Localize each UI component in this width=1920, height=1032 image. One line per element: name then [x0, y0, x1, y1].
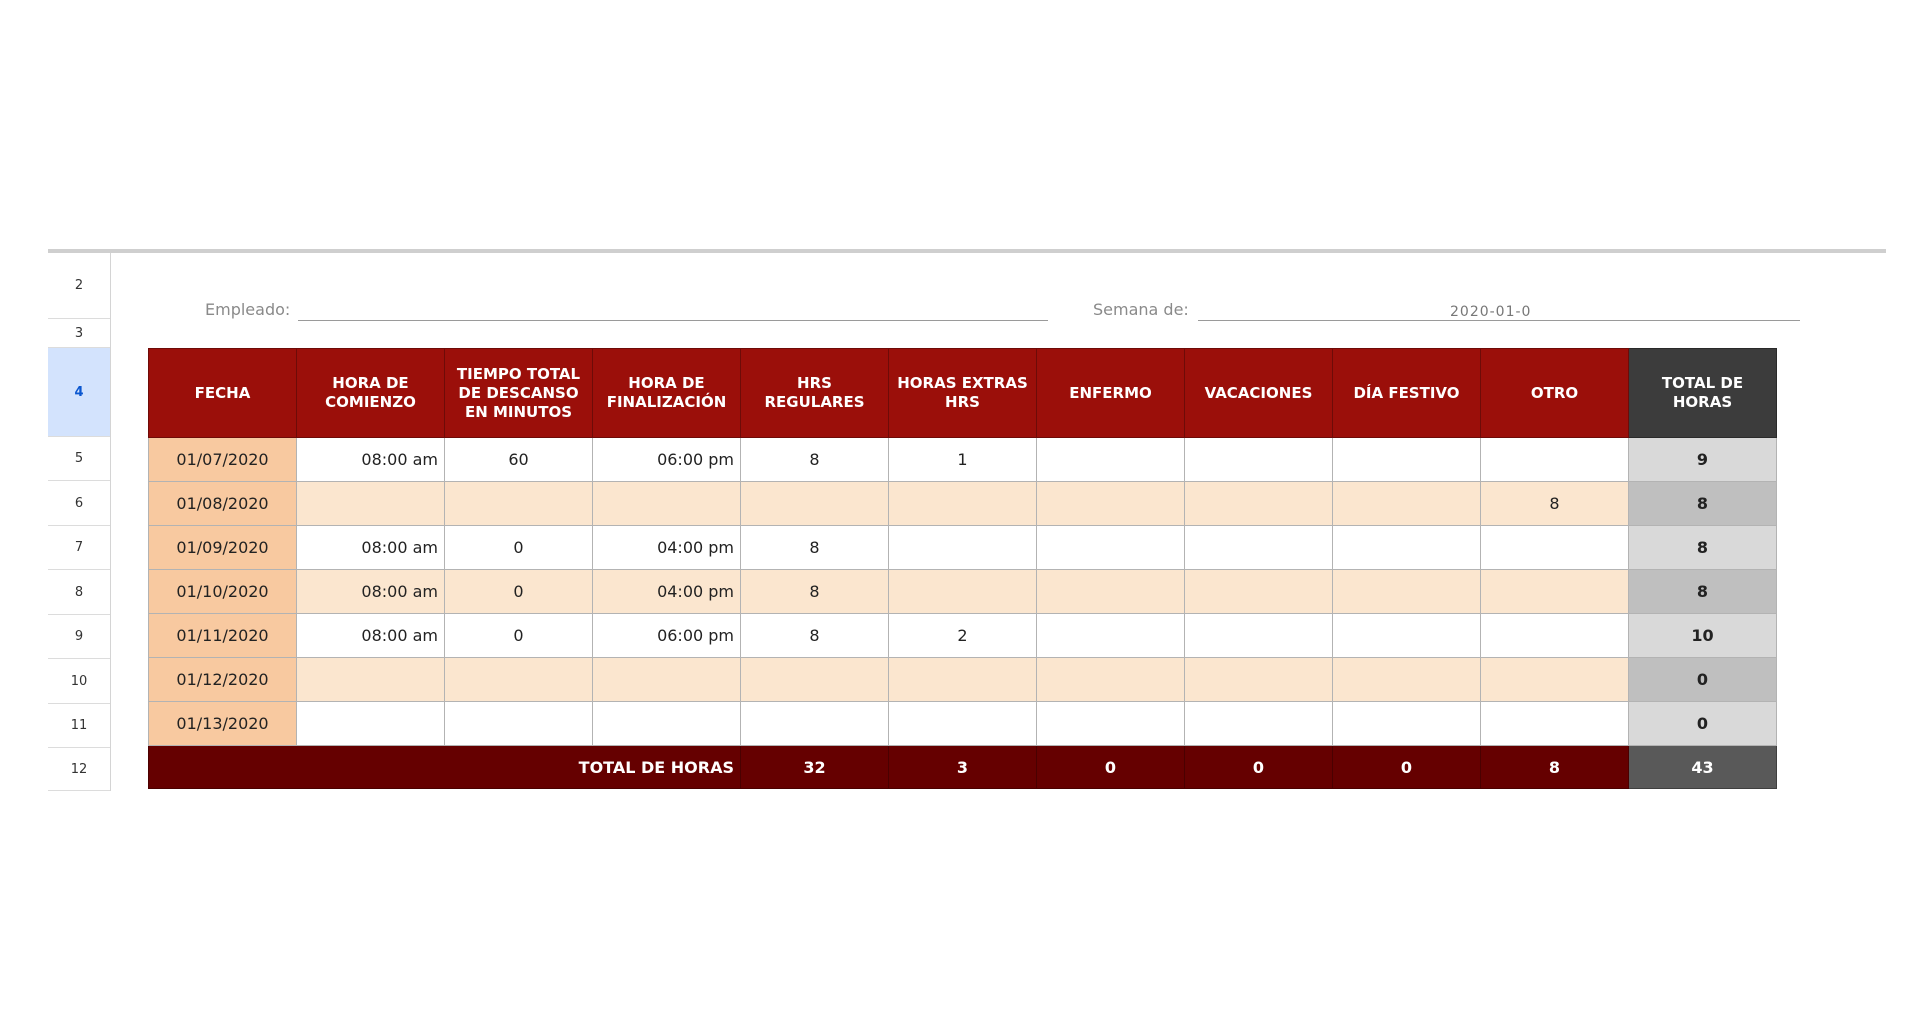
other-cell[interactable] — [1481, 614, 1629, 658]
row-header-gutter — [48, 253, 111, 791]
break-cell[interactable] — [445, 702, 593, 746]
vacation-cell[interactable] — [1185, 702, 1333, 746]
sick-cell[interactable] — [1037, 526, 1185, 570]
total-other-cell[interactable]: 8 — [1481, 746, 1629, 789]
other-cell[interactable] — [1481, 570, 1629, 614]
row-number[interactable]: 12 — [48, 748, 110, 791]
table-row — [149, 570, 1777, 614]
row-number[interactable]: 3 — [48, 319, 110, 348]
date-cell[interactable]: 01/07/2020 — [149, 438, 297, 482]
holiday-cell[interactable] — [1333, 658, 1481, 702]
sick-cell[interactable] — [1037, 658, 1185, 702]
employee-label: Empleado: — [205, 300, 291, 319]
break-cell[interactable]: 0 — [445, 526, 593, 570]
vacation-cell[interactable] — [1185, 482, 1333, 526]
table-row — [149, 482, 1777, 526]
total-overtime-cell[interactable]: 3 — [889, 746, 1037, 789]
holiday-cell[interactable] — [1333, 614, 1481, 658]
overtime-cell[interactable] — [889, 658, 1037, 702]
start-time-cell[interactable] — [297, 482, 445, 526]
employee-field-line[interactable] — [298, 320, 1048, 321]
vacation-cell[interactable] — [1185, 570, 1333, 614]
date-cell[interactable]: 01/10/2020 — [149, 570, 297, 614]
other-cell[interactable] — [1481, 438, 1629, 482]
holiday-cell[interactable] — [1333, 702, 1481, 746]
table-row — [149, 614, 1777, 658]
header-hora-comienzo[interactable]: HORA DE COMIENZO — [297, 349, 445, 438]
break-cell[interactable]: 0 — [445, 570, 593, 614]
total-holiday-cell[interactable]: 0 — [1333, 746, 1481, 789]
total-regular-cell[interactable]: 32 — [741, 746, 889, 789]
table-row — [149, 438, 1777, 482]
row-number[interactable]: 8 — [48, 570, 110, 615]
table-row — [149, 658, 1777, 702]
overtime-cell[interactable]: 2 — [889, 614, 1037, 658]
row-number[interactable]: 5 — [48, 437, 110, 481]
row-number-selected[interactable]: 4 — [48, 348, 110, 437]
end-time-cell[interactable]: 06:00 pm — [593, 438, 741, 482]
grand-total-cell[interactable]: 43 — [1629, 746, 1777, 789]
row-total-cell[interactable]: 8 — [1629, 526, 1777, 570]
date-cell[interactable]: 01/12/2020 — [149, 658, 297, 702]
end-time-cell[interactable] — [593, 702, 741, 746]
regular-hours-cell[interactable] — [741, 702, 889, 746]
row-total-cell[interactable]: 8 — [1629, 482, 1777, 526]
holiday-cell[interactable] — [1333, 482, 1481, 526]
header-horas-extras[interactable]: HORAS EXTRAS HRS — [889, 349, 1037, 438]
vacation-cell[interactable] — [1185, 614, 1333, 658]
date-cell[interactable]: 01/13/2020 — [149, 702, 297, 746]
other-cell[interactable]: 8 — [1481, 482, 1629, 526]
totals-label[interactable]: TOTAL DE HORAS — [149, 746, 741, 789]
sick-cell[interactable] — [1037, 570, 1185, 614]
other-cell[interactable] — [1481, 702, 1629, 746]
vacation-cell[interactable] — [1185, 658, 1333, 702]
top-divider — [48, 249, 1886, 253]
holiday-cell[interactable] — [1333, 570, 1481, 614]
timesheet-table — [148, 348, 1777, 789]
break-cell[interactable] — [445, 658, 593, 702]
total-sick-cell[interactable]: 0 — [1037, 746, 1185, 789]
header-fecha[interactable]: FECHA — [149, 349, 297, 438]
row-total-cell[interactable]: 0 — [1629, 658, 1777, 702]
sick-cell[interactable] — [1037, 702, 1185, 746]
row-number[interactable]: 10 — [48, 659, 110, 704]
break-cell[interactable]: 0 — [445, 614, 593, 658]
overtime-cell[interactable] — [889, 570, 1037, 614]
totals-row — [149, 746, 1777, 789]
date-cell[interactable]: 01/09/2020 — [149, 526, 297, 570]
vacation-cell[interactable] — [1185, 526, 1333, 570]
date-cell[interactable]: 01/11/2020 — [149, 614, 297, 658]
holiday-cell[interactable] — [1333, 438, 1481, 482]
break-cell[interactable]: 60 — [445, 438, 593, 482]
overtime-cell[interactable] — [889, 526, 1037, 570]
week-field-line[interactable] — [1198, 320, 1800, 321]
start-time-cell[interactable] — [297, 658, 445, 702]
row-number[interactable]: 7 — [48, 526, 110, 570]
sick-cell[interactable] — [1037, 614, 1185, 658]
regular-hours-cell[interactable]: 8 — [741, 614, 889, 658]
regular-hours-cell[interactable] — [741, 482, 889, 526]
header-vacaciones[interactable]: VACACIONES — [1185, 349, 1333, 438]
start-time-cell[interactable] — [297, 702, 445, 746]
header-descanso[interactable]: TIEMPO TOTAL DE DESCANSO EN MINUTOS — [445, 349, 593, 438]
break-cell[interactable] — [445, 482, 593, 526]
start-time-cell[interactable]: 08:00 am — [297, 614, 445, 658]
end-time-cell[interactable]: 04:00 pm — [593, 570, 741, 614]
header-enfermo[interactable]: ENFERMO — [1037, 349, 1185, 438]
regular-hours-cell[interactable]: 8 — [741, 570, 889, 614]
vacation-cell[interactable] — [1185, 438, 1333, 482]
header-total-horas[interactable]: TOTAL DE HORAS — [1629, 349, 1777, 438]
row-number[interactable]: 9 — [48, 615, 110, 659]
row-total-cell[interactable]: 10 — [1629, 614, 1777, 658]
row-number[interactable]: 11 — [48, 704, 110, 748]
week-value: 2020-01-0 — [1450, 304, 1532, 320]
header-hrs-regulares[interactable]: HRS REGULARES — [741, 349, 889, 438]
header-dia-festivo[interactable]: DÍA FESTIVO — [1333, 349, 1481, 438]
table-row — [149, 702, 1777, 746]
row-total-cell[interactable]: 8 — [1629, 570, 1777, 614]
header-hora-finalizacion[interactable]: HORA DE FINALIZACIÓN — [593, 349, 741, 438]
start-time-cell[interactable]: 08:00 am — [297, 570, 445, 614]
regular-hours-cell[interactable]: 8 — [741, 526, 889, 570]
row-total-cell[interactable]: 9 — [1629, 438, 1777, 482]
header-otro[interactable]: OTRO — [1481, 349, 1629, 438]
header-row — [149, 349, 1777, 438]
sick-cell[interactable] — [1037, 438, 1185, 482]
row-number[interactable]: 2 — [48, 253, 110, 319]
start-time-cell[interactable]: 08:00 am — [297, 526, 445, 570]
end-time-cell[interactable]: 04:00 pm — [593, 526, 741, 570]
overtime-cell[interactable] — [889, 702, 1037, 746]
week-label: Semana de: — [1093, 300, 1189, 319]
other-cell[interactable] — [1481, 658, 1629, 702]
start-time-cell[interactable]: 08:00 am — [297, 438, 445, 482]
date-cell[interactable]: 01/08/2020 — [149, 482, 297, 526]
other-cell[interactable] — [1481, 526, 1629, 570]
row-total-cell[interactable]: 0 — [1629, 702, 1777, 746]
sick-cell[interactable] — [1037, 482, 1185, 526]
end-time-cell[interactable]: 06:00 pm — [593, 614, 741, 658]
holiday-cell[interactable] — [1333, 526, 1481, 570]
regular-hours-cell[interactable] — [741, 658, 889, 702]
end-time-cell[interactable] — [593, 658, 741, 702]
end-time-cell[interactable] — [593, 482, 741, 526]
regular-hours-cell[interactable]: 8 — [741, 438, 889, 482]
overtime-cell[interactable] — [889, 482, 1037, 526]
row-number[interactable]: 6 — [48, 481, 110, 526]
table-row — [149, 526, 1777, 570]
overtime-cell[interactable]: 1 — [889, 438, 1037, 482]
total-vacation-cell[interactable]: 0 — [1185, 746, 1333, 789]
